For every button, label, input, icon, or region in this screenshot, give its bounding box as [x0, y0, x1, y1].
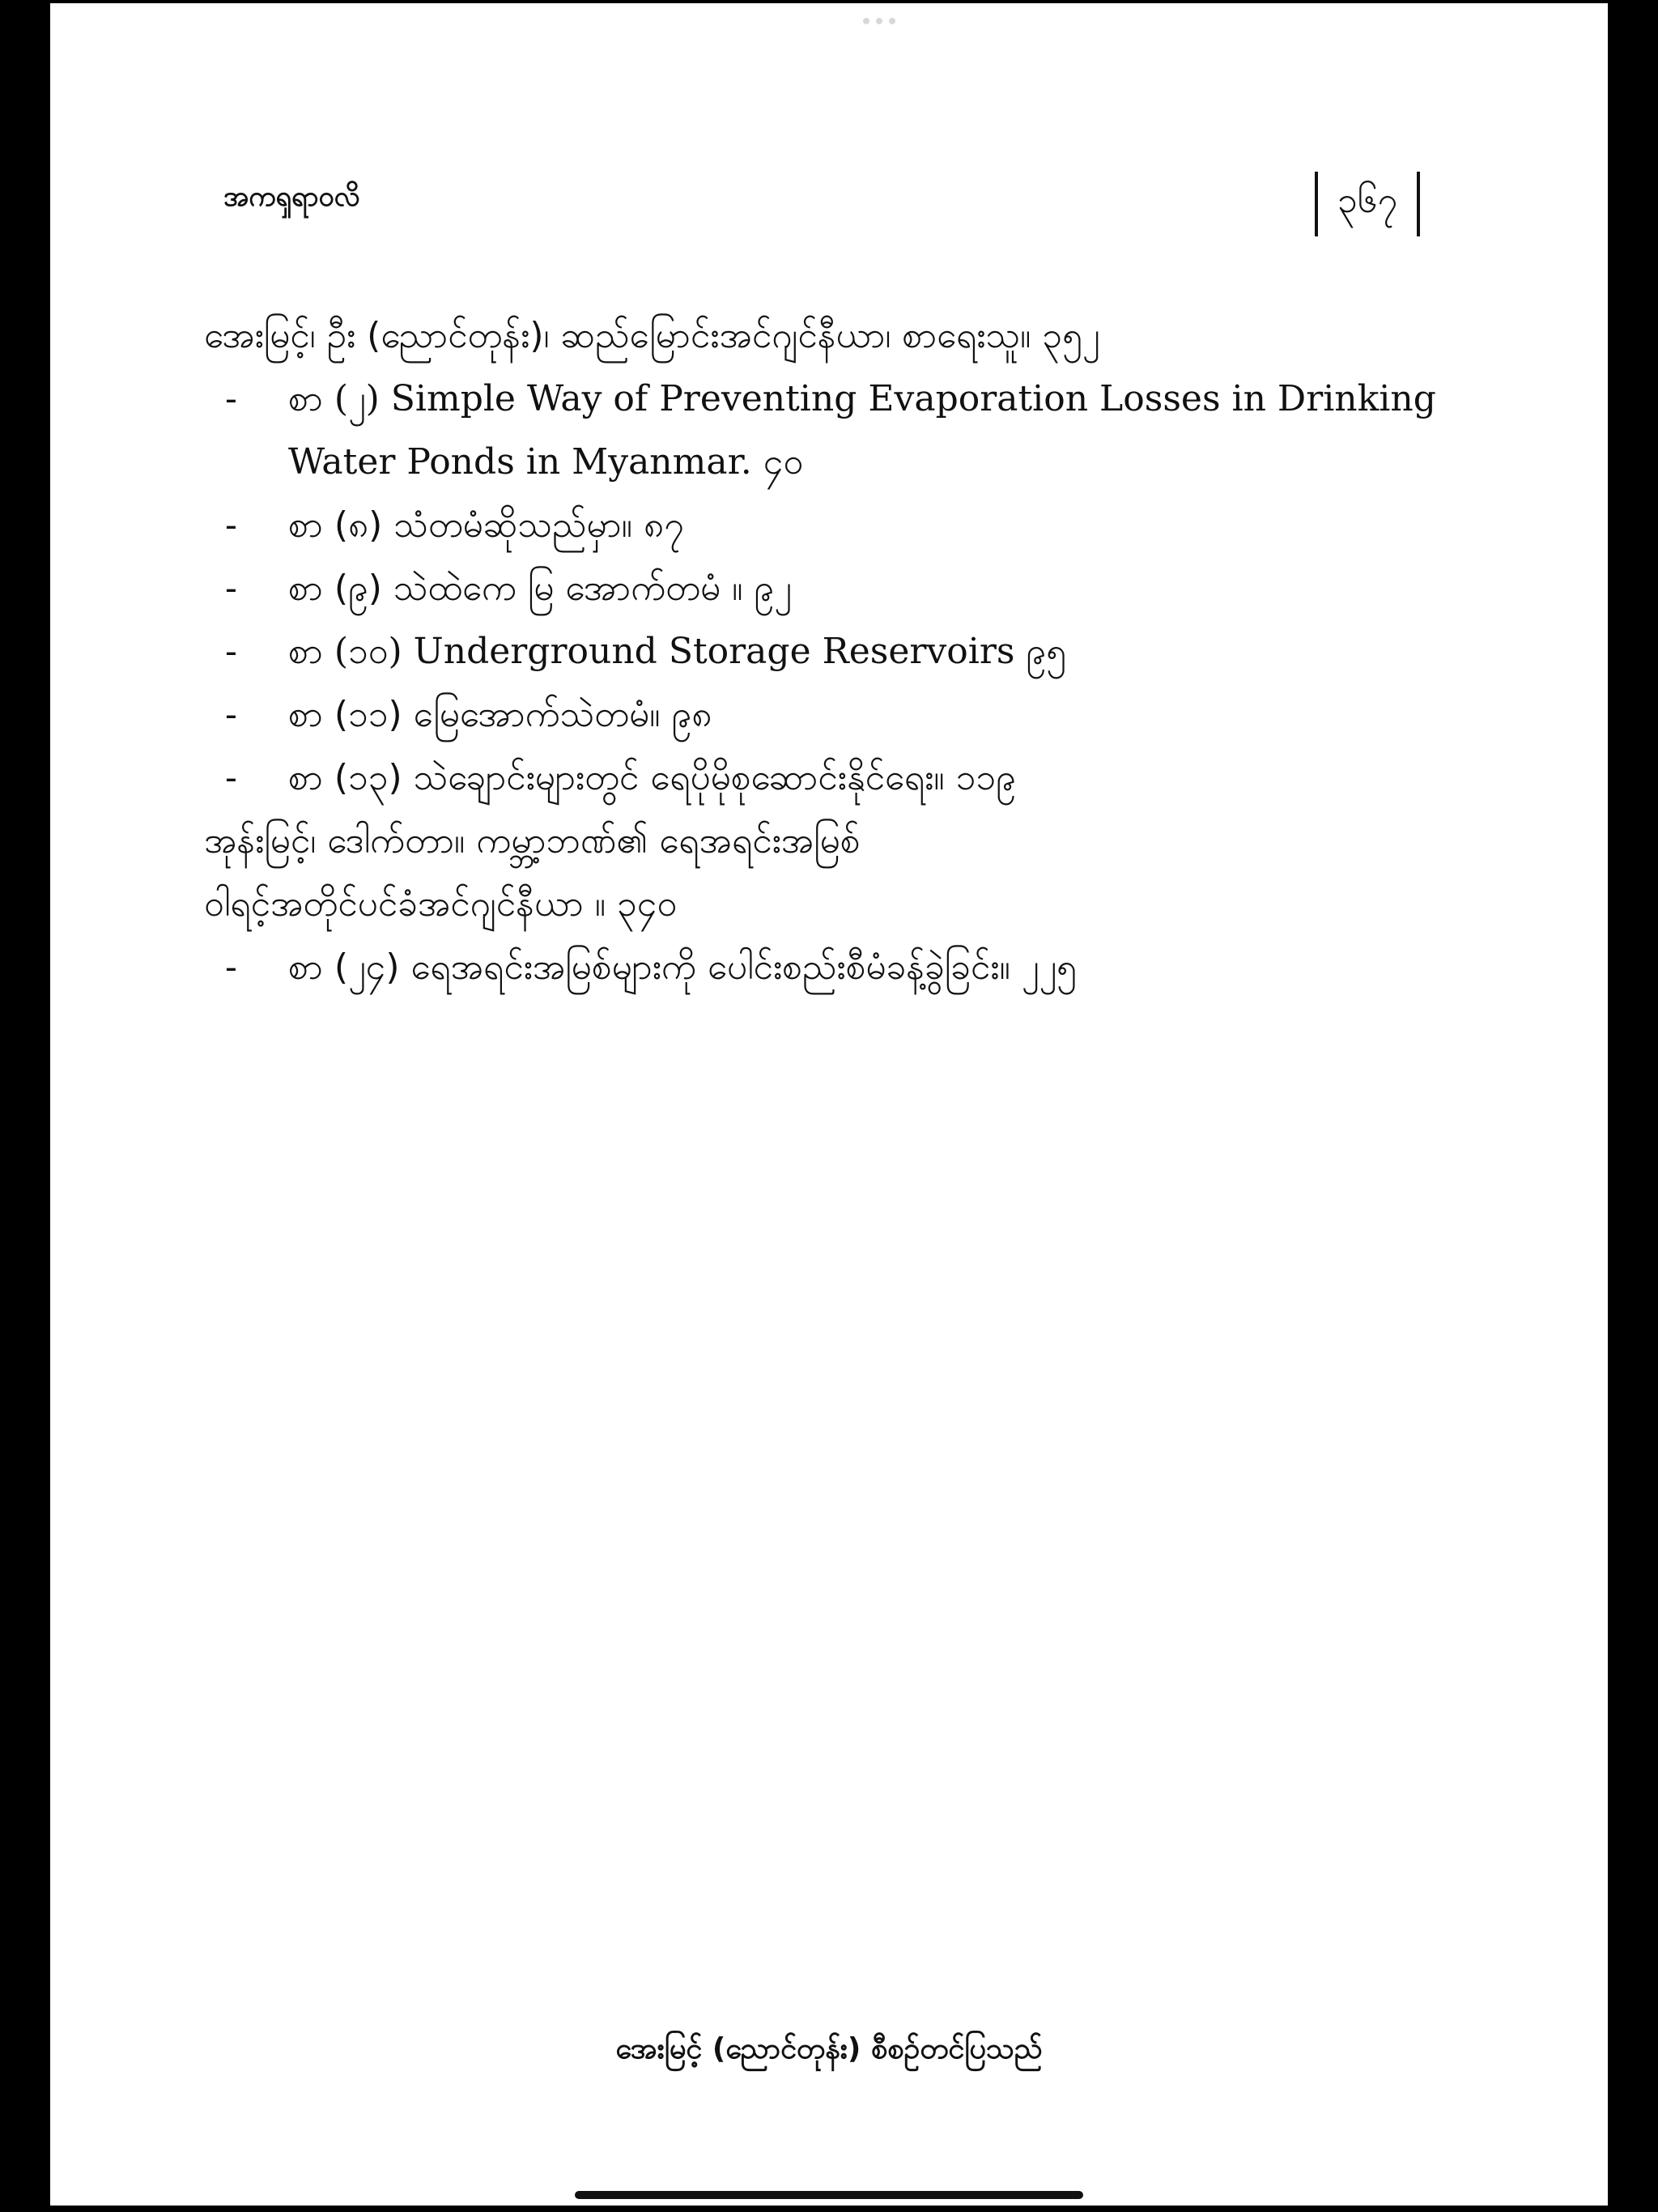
- index-entry-author: အေးမြင့်၊ ဦး (ညောင်တုန်း)၊ ဆည်မြောင်းအင်ဂျင်နီယာ၊ စာရေးသူ။ ၃၅၂: [204, 315, 1100, 356]
- entry-dash: -: [225, 378, 237, 419]
- index-entries: [204, 304, 1467, 999]
- entry-text: စာ (၁၃) သဲချောင်းများတွင် ရေပိုမိုစုဆောင်းနိုင်ရေး။ ၁၁၉: [288, 757, 1016, 798]
- more-options-icon[interactable]: [863, 18, 895, 26]
- index-entry-sub: [204, 747, 1467, 810]
- entry-dash: -: [225, 757, 237, 798]
- index-entry-sub: [204, 368, 1467, 494]
- dot: [876, 18, 882, 24]
- index-entry-sub: [204, 557, 1467, 620]
- page-number-value: ၃၆၇: [1337, 180, 1398, 221]
- entry-dash: -: [225, 568, 237, 609]
- entry-dash: -: [225, 946, 237, 988]
- entry-text: စာ (၁၀) Underground Storage Reservoirs ၉၅: [288, 631, 1066, 672]
- index-entry-sub: [204, 494, 1467, 557]
- index-entry-sub: [204, 936, 1467, 999]
- entry-dash: -: [225, 631, 237, 672]
- page-footer: အေးမြင့် (ညောင်တုန်း) စီစဉ်တင်ပြသည်: [615, 2032, 1043, 2065]
- home-indicator[interactable]: [575, 2191, 1083, 2199]
- entry-text: စာ (၈) သံတမံဆိုသည်မှာ။ ၈၇: [288, 504, 684, 546]
- entry-text: စာ (၂၄) ရေအရင်းအမြစ်များကို ပေါင်းစည်းစီမံခန့်ခွဲခြင်း။ ၂၂၅: [288, 946, 1077, 988]
- index-entry-author-continued: ဝါရင့်အတိုင်ပင်ခံအင်ဂျင်နီယာ ။ ၃၄၀: [204, 883, 678, 925]
- page-number: [1315, 172, 1420, 236]
- entry-text: စာ (၂) Simple Way of Preventing Evaporation Losses in Drinking Water Ponds in Myanmar. ၄၀: [288, 378, 1436, 483]
- dot: [863, 18, 869, 24]
- dot: [889, 18, 895, 24]
- page-number-right-bar: [1417, 172, 1420, 236]
- entry-dash: -: [225, 504, 237, 546]
- running-title: အကၡရာဝလိ: [223, 181, 360, 213]
- entry-dash: -: [225, 694, 237, 735]
- index-entry-author: အုန်းမြင့်၊ ဒေါက်တာ။ ကမ္ဘာ့ဘဏ်၏ ရေအရင်းအမြစ်: [204, 820, 861, 861]
- entry-text: စာ (၁၁) မြေအောက်သဲတမံ။ ၉၈: [288, 694, 712, 735]
- entry-text: စာ (၉) သဲထဲကေ မြ အောက်တမံ ။ ၉၂: [288, 568, 792, 609]
- index-entry-sub: [204, 683, 1467, 747]
- index-entry-sub: [204, 620, 1467, 683]
